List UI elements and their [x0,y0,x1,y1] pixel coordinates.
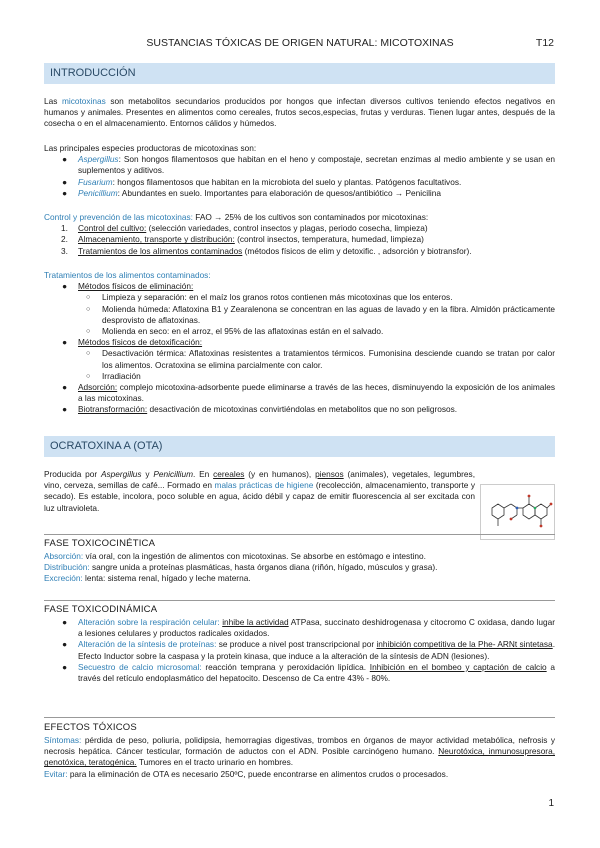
sub-item-text: Desactivación térmica: Aflatoxinas resistentes a tratamientos térmicos. Fumonisina desciende cuando se tratan por calor los alimentos. Ocratoxina se elimina parcialmente con calor. [102,348,555,370]
item-text: (control insectos, temperatura, humedad, limpieza) [234,234,424,245]
td-text: ATPasa, succinato deshidrogenasa y citocromo C oxidasa, dando lugar a lesiones celulares y productos radicales oxidados. [78,617,555,639]
evitar-line [44,769,555,780]
td-text: a través del retículo endoplasmático del hepatocito. Descenso de Ca entre 43% - 80%. [78,661,555,684]
field-text: Tumores en el tracto urinario en hombres. [136,757,294,768]
toxicodinamica-heading: FASE TOXICODINÁMICA [44,604,158,615]
section-rule [44,600,555,601]
field-text: sangre unida a proteínas plasmáticas, hasta órganos diana (riñón, hígado, músculos y grasa). [89,562,438,573]
td-text: reacción temprana y peroxidación lipídica. [201,661,370,672]
text-run: (animales), vegetales, legumbres, vino, cerveza, semillas de café... Formado en [44,469,476,491]
method-text: complejo micotoxina-adsorbente puede eliminarse a través de las heces, disminuyendo la exposición de los animales a las micotoxinas. [78,382,555,404]
text-run: Aspergillus [100,469,142,479]
field-label: Distribución: [44,562,90,573]
text-run: (y en humanos), [244,469,316,479]
field-label: Síntomas: [44,735,82,745]
text-run: malas prácticas de higiene [214,480,314,491]
td-label: Secuestro de calcio microsomal: [78,661,202,672]
toxicocinetica-heading: FASE TOXICOCINÉTICA [44,538,156,549]
method-item: ● Métodos físicos de eliminación: [62,281,194,292]
method-text: desactivación de micotoxinas convirtiéndolas en metabolitos que no son peligrosos. [147,404,458,415]
field-label: Evitar: [44,768,68,779]
item-number: 2. [61,234,68,245]
section-rule [44,717,555,718]
control-item [44,246,555,257]
field-text: pérdida de peso, poliuria, polidipsia, hemorragias digestivas, trombos en órganos de mayor actividad metabólica, nefrosis y necrosis hepática. Cáncer testicular, formación de aductos con el ADN. Posible carcinógeno humano. [44,735,555,757]
text-run: Penicillium [153,469,194,479]
field-text: lenta: sistema renal, hígado y leche materna. [82,573,251,584]
control-item [44,234,555,245]
sintomas-line [44,735,555,769]
text-run: son metabolitos secundarios producidos por hongos que infectan diversos cultivos teniendo efectos negativos en humanos y animales. Presentes en alimentos como cereales, frutos secos,especias, frutas y verduras. Tienen lugar antes, después de la cosecha o en el almacenamiento. Entornos cálidos y húmedos. [44,96,555,129]
item-label: Tratamientos de los alimentos contaminados [78,245,243,256]
section-band-ocratoxina: OCRATOXINA A (OTA) [44,436,555,457]
text-run: . En [193,469,214,479]
sub-item-text: Irradiación [102,370,141,381]
sub-item-text: Molienda húmeda: Aflatoxina B1 y Zearalenona se concentran en las aguas de lavado y en la fibra. Almidón prácticamente desprovisto de aflatoxinas. [102,303,555,325]
species-name: Aspergillus [78,154,119,165]
header-title: SUSTANCIAS TÓXICAS DE ORIGEN NATURAL: MICOTOXINAS [146,37,454,49]
section-rule [44,534,555,535]
field-underline: Neurotóxica, inmunosupresora, genotóxica, teratogénica. [44,746,555,768]
method-item: ● Biotransformación: desactivación de micotoxinas convirtiéndolas en metabolitos que no son peligrosos. [62,404,458,415]
sub-item-text: Limpieza y separación: en el maíz los granos rotos contienen más micotoxinas que los enteros. [102,292,453,303]
sub-item: ○ Desactivación térmica: Aflatoxinas resistentes a tratamientos térmicos. Fumonisina desciende cuando se tratan por calor los alimentos. Ocratoxina se elimina parcialmente con calor. [86,348,555,370]
species-item: ● Aspergillus: Son hongos filamentosos que habitan en el heno y compostaje, secretan enzimas al medio ambiente y se usan en suplementos y aditivos. [62,154,555,176]
species-desc: : hongos filamentosos que habitan en la microbiota del suelo y plantas. Patógenos facultativos. [112,176,462,187]
species-block [44,143,555,199]
field-label: Absorción: [44,551,84,561]
control-heading [44,212,555,223]
species-intro: Las principales especies productoras de micotoxinas son: [44,143,257,153]
species-name: Fusarium [78,176,113,187]
control-title: Control y prevención de las micotoxinas: [44,212,193,222]
td-item: ● Alteración de la síntesis de proteínas: se produce a nivel post transcripcional por inhibición competitiva de la Phe- ARNt sintetasa. Efecto Inductor sobre la caspasa y la protein kinasa, que induce a la alteración de la síntesis de ADN (lesiones). [62,639,555,661]
text-run: piensos [315,469,344,479]
text-run: y [141,469,154,479]
sub-item: ○ Irradiación [86,370,141,381]
page-number: 1 [548,798,554,809]
intro-paragraph [44,96,555,130]
sub-item: ○ Molienda en seco: en el arroz, el 95% de las aflatoxinas están en el salvado. [86,326,384,337]
text-run: cereales [213,469,245,479]
item-label: Control del cultivo: [78,223,147,234]
absorcion-line [44,551,555,562]
field-label: Excreción: [44,573,83,584]
treatment-title: Tratamientos de los alimentos contaminados: [44,270,211,280]
td-item: ● Alteración sobre la respiración celular: inhibe la actividad ATPasa, succinato deshidrogenasa y citocromo C oxidasa, dando lugar a lesiones celulares y productos radicales oxidados. [62,617,555,639]
sub-item: ○ Limpieza y separación: en el maíz los granos rotos contienen más micotoxinas que los enteros. [86,292,453,303]
text-run: (recolección, almacenamiento, transporte y secado). Es estable, incolora, poco soluble en agua, ácido débil y capaz de emitir fluorescencia al ser excitada con luz ultravioleta. [44,480,476,513]
excrecion-line [44,573,555,584]
method-item: ● Adsorción: complejo micotoxina-adsorbente puede eliminarse a través de las heces, disminuyendo la exposición de los animales a las micotoxinas. [62,382,555,404]
td-label: Alteración de la síntesis de proteínas: [78,639,217,650]
item-number: 1. [61,223,68,234]
ota-intro [44,469,475,514]
efectos-block [44,735,555,780]
field-text: vía oral, con la ingestión de alimentos con micotoxinas. Se absorbe en estómago e intestino. [83,551,426,561]
control-block [44,212,555,257]
toxicodinamica-block [44,617,555,684]
ochratoxin-molecule-image [480,484,555,540]
text-run: Las [44,96,62,106]
method-item: ● Métodos físicos de detoxificación: [62,337,203,348]
item-number: 3. [61,245,68,256]
method-label: Métodos físicos de eliminación: [78,281,194,292]
species-desc: : Abundantes en suelo. Importantes para elaboración de quesos/antibiótico → Penicilina [117,187,441,198]
td-item: ● Secuestro de calcio microsomal: reacción temprana y peroxidación lipídica. Inhibición en el bombeo y captación de calcio a través del retículo endoplasmático del hepatocito. Descenso de Ca entre 43% - 80%. [62,661,555,684]
td-underline: inhibe la actividad [222,617,289,627]
distribucion-line [44,562,555,573]
sub-item-text: Molienda en seco: en el arroz, el 95% de las aflatoxinas están en el salvado. [102,326,384,337]
control-text: FAO → 25% de los cultivos son contaminados por micotoxinas: [192,212,429,222]
field-text: para la eliminación de OTA es necesario 250ºC, puede encontrarse en alimentos crudos o procesados. [67,768,449,779]
item-text: (selección variedades, control insectos y plagas, periodo cosecha, limpieza) [146,223,428,234]
td-underline: Inhibición en el bombeo y captación de calcio [369,661,547,672]
species-name: Penicillium [78,187,118,198]
td-label: Alteración sobre la respiración celular: [78,617,220,627]
keyword-micotoxinas: micotoxinas [61,96,106,106]
td-text: . Efecto Inductor sobre la caspasa y la protein kinasa, que induce a la alteración de la síntesis de ADN (lesiones). [78,639,555,661]
species-item: ● Fusarium: hongos filamentosos que habitan en la microbiota del suelo y plantas. Patógenos facultativos. [62,176,462,187]
section-band-introduccion: INTRODUCCIÓN [44,63,555,84]
species-desc: : Son hongos filamentosos que habitan en el heno y compostaje, secretan enzimas al medio ambiente y se usan en suplementos y aditivos. [78,154,555,176]
treatment-block [44,270,555,416]
item-text: (métodos físicos de elim y detoxific. , adsorción y biotransfor). [242,245,472,256]
td-text: se produce a nivel post transcripcional por [216,639,377,650]
td-underline: inhibición competitiva de la Phe- ARNt sintetasa [376,639,553,650]
sub-item: ○ Molienda húmeda: Aflatoxina B1 y Zearalenona se concentran en las aguas de lavado y en la fibra. Almidón prácticamente desprovisto de aflatoxinas. [86,303,555,325]
method-label: Adsorción: [78,382,118,393]
efectos-heading: EFECTOS TÓXICOS [44,722,137,733]
species-item: ● Penicillium: Abundantes en suelo. Importantes para elaboración de quesos/antibiótico → Penicilina [62,187,441,198]
item-label: Almacenamiento, transporte y distribución: [78,234,235,245]
header-code: T12 [535,37,554,49]
method-label: Biotransformación: [78,404,148,415]
toxicocinetica-block [44,551,555,585]
control-item [44,223,555,234]
method-label: Métodos físicos de detoxificación: [78,337,203,348]
text-run: Producida por [44,469,101,479]
